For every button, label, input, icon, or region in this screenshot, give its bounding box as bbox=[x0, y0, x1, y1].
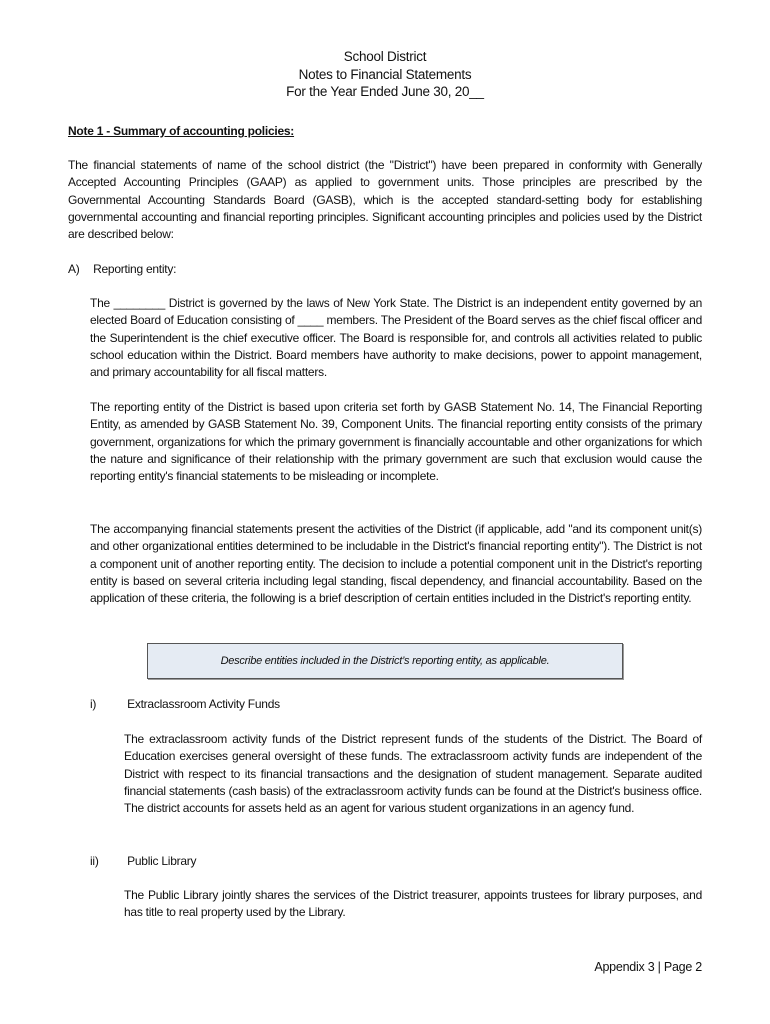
instruction-text: Describe entities included in the District’s reporting entity, as applicable. bbox=[220, 655, 550, 667]
subsection-i-text: The extraclassroom activity funds of the District represent funds of the students of the District. The Board of Education exercises general oversight of these funds. The extraclassroom activity funds are independent of the District with respect to its financial transactions and the designation of student management. Separate audited financial statements (cash basis) of the extraclassroom activity funds can be found at the District's business office. The district accounts for assets held as an agent for various student organizations in an agency fund. bbox=[124, 732, 702, 816]
paragraph-governance: The ________ District is governed by the laws of New York State. The District is an independent entity governed by an elected Board of Education consisting of ____ members. The President of the Board serves as the chief fiscal officer and the Superintendent is the chief executive officer. The Board is responsible for, and controls all activities related to public school education within the District. Board members have authority to make decisions, power to appoint management, and primary accountability for all fiscal matters. bbox=[90, 296, 702, 380]
section-a-label: A) bbox=[68, 262, 80, 276]
note-heading: Note 1 - Summary of accounting policies: bbox=[68, 124, 295, 138]
subsection-ii-title: Public Library bbox=[127, 854, 197, 868]
paragraph-financial-statements: The accompanying financial statements present the activities of the District (if applicable, add "and its component unit(s) and other organizational entities determined to be includable in the District's financial reporting entity"). The District is not a component unit of another reporting entity. The decision to include a potential component unit in the District's reporting entity is based on several criteria including legal standing, fiscal dependency, and financial accountability. Based on the application of these criteria, the following is a brief description of certain entities included in the District's reporting entity. bbox=[90, 522, 702, 606]
paragraph-reporting-entity: The reporting entity of the District is based upon criteria set forth by GASB Statement No. 14, The Financial Reporting Entity, as amended by GASB Statement No. 39, Component Units. The financial reporting entity consists of the primary government, organizations for which the primary government is financially accountable and other organizations for which the nature and significance of their relationship with the primary government are such that exclusion would cause the reporting entity's financial statements to be misleading or incomplete. bbox=[90, 400, 702, 484]
document-title bbox=[0, 48, 770, 101]
intro-paragraph: The financial statements of name of the school district (the "District") have been prepared in conformity with Generally Accepted Accounting Principles (GAAP) as applied to government units. Those principles are prescribed by the Governmental Accounting Standards Board (GASB), which is the accepted standard-setting body for establishing governmental accounting and financial reporting principles. Significant accounting principles and policies used by the District are described below: bbox=[68, 158, 702, 242]
subsection-ii-label: ii) bbox=[90, 854, 99, 868]
subsection-ii-heading bbox=[90, 853, 196, 870]
section-a-title: Reporting entity: bbox=[93, 262, 177, 276]
title-line-3: For the Year Ended June 30, 20__ bbox=[286, 84, 484, 99]
subsection-i-label: i) bbox=[90, 697, 97, 711]
subsection-i-heading bbox=[90, 696, 280, 713]
title-line-1: School District bbox=[343, 49, 427, 64]
instruction-box bbox=[147, 643, 623, 679]
page-footer: Appendix 3 | Page 2 bbox=[594, 960, 702, 974]
section-a-heading bbox=[68, 261, 176, 278]
title-line-2: Notes to Financial Statements bbox=[298, 66, 472, 82]
subsection-ii-text: The Public Library jointly shares the services of the District treasurer, appoints trustees for library purposes, and has title to real property used by the Library. bbox=[124, 888, 702, 920]
subsection-i-title: Extraclassroom Activity Funds bbox=[127, 697, 280, 711]
